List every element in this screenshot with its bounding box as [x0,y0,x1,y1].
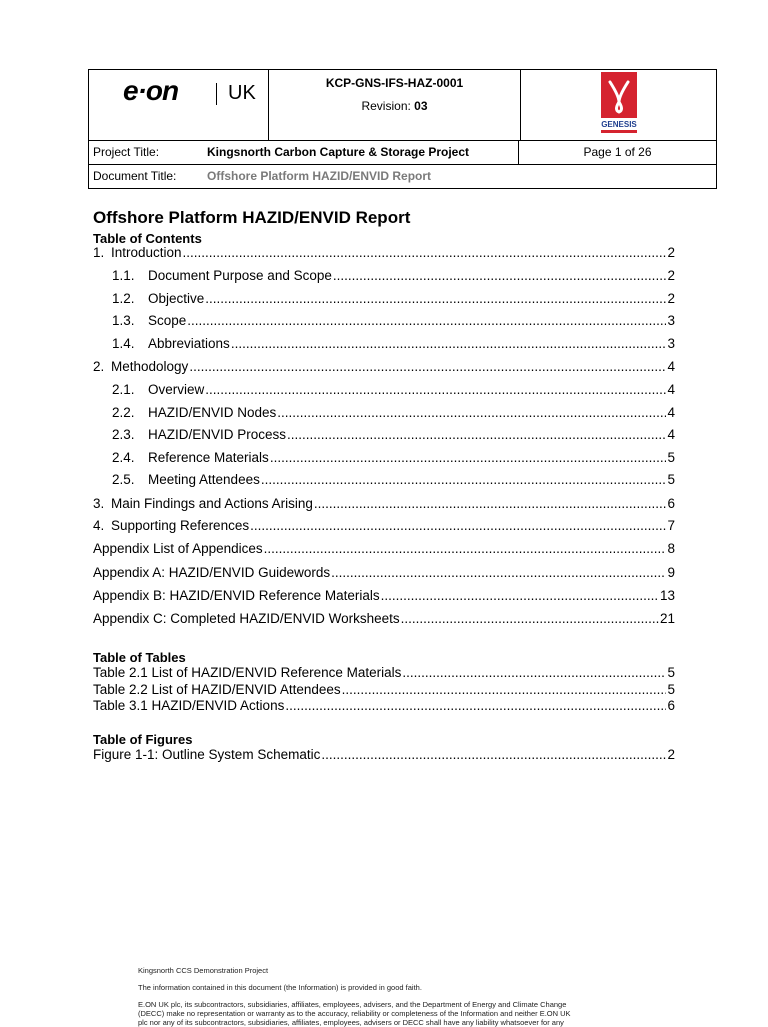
document-title-label: Document Title: [93,169,177,183]
footer-project: Kingsnorth CCS Demonstration Project [138,966,269,975]
toc-entry-title: Appendix C: Completed HAZID/ENVID Worksheets [93,611,400,626]
toc-entry-title: Table 2.2 List of HAZID/ENVID Attendees [93,682,341,697]
document-title-row [89,164,716,188]
toc-leader-dots [314,496,667,511]
toc-entry-title: Reference Materials [148,450,269,465]
toc-leader-dots [333,268,667,283]
toc-entry-page: 4 [667,427,675,442]
toc-entry-number: 2.3. [112,427,135,442]
toc-entry-title: Table 3.1 HAZID/ENVID Actions [93,698,285,713]
genesis-logo-text: GENESIS [601,120,637,129]
toc-heading: Table of Contents [93,231,202,246]
footer-disclaimer-1: The information contained in this document (the Information) is provided in good faith. [138,983,422,992]
toc-entry[interactable] [112,268,675,286]
toc-entry[interactable] [93,541,675,559]
toc-entry-page: 2 [667,268,675,283]
revision-label: Revision: [361,99,415,113]
toc-entry[interactable] [112,291,675,309]
toc-entry-page: 4 [667,382,675,397]
project-value: Kingsnorth Carbon Capture & Storage Project [207,141,519,164]
revision-value: 03 [414,99,428,113]
toc-entry-page: 8 [667,541,675,556]
toc-entry[interactable] [93,698,675,716]
toc-entry[interactable] [93,588,675,606]
toc-entry[interactable] [93,665,675,683]
toc-entry-title: Appendix List of Appendices [93,541,263,556]
logo-divider [216,83,217,105]
toc-entry[interactable] [112,405,675,423]
toc-entry-title: Main Findings and Actions Arising [111,496,313,511]
toc-entry-page: 7 [667,518,675,533]
toc-entry-page: 13 [659,588,675,603]
toc-entry-number: 1.1. [112,268,135,283]
page-title: Offshore Platform HAZID/ENVID Report [93,208,411,227]
toc-entry-page: 3 [667,336,675,351]
toc-entry[interactable] [112,427,675,445]
toc-leader-dots [277,405,666,420]
toc-leader-dots [342,682,667,697]
toc-entry[interactable] [93,518,675,536]
toc-entry-number: 1. [93,245,105,260]
toc-leader-dots [205,382,666,397]
toc-entry-page: 2 [667,291,675,306]
toc-leader-dots [187,313,666,328]
toc-entry-page: 21 [659,611,675,626]
toc-entry-title: HAZID/ENVID Nodes [148,405,277,420]
toc-leader-dots [261,472,667,487]
toc-entry[interactable] [93,496,675,514]
toc-entry[interactable] [93,611,675,629]
toc-entry-page: 6 [667,698,675,713]
toc-entry-title: Objective [148,291,205,306]
toc-entry[interactable] [112,450,675,468]
toc-entry[interactable] [112,336,675,354]
figures-heading: Table of Figures [93,732,193,747]
toc-entry-page: 3 [667,313,675,328]
doc-number-cell [269,70,521,140]
toc-entry-title: Appendix B: HAZID/ENVID Reference Materials [93,588,380,603]
toc-leader-dots [287,427,666,442]
footer-disclaimer-2: E.ON UK plc, its subcontractors, subsidiaries, affiliates, employees, advisers, and the Department of Energy and Climate Change [138,1000,567,1009]
genesis-logo [521,70,716,140]
eon-logo-suffix: UK [228,82,256,104]
toc-entry-number: 1.2. [112,291,135,306]
toc-entry-title: Table 2.1 List of HAZID/ENVID Reference Materials [93,665,402,680]
genesis-logo-icon [599,72,639,134]
toc-entry-page: 4 [667,359,675,374]
toc-entry-title: Overview [148,382,205,397]
page-number: Page 1 of 26 [583,145,652,159]
project-title-row [89,141,716,164]
toc-entry-title: Scope [148,313,187,328]
toc-leader-dots [381,588,659,603]
eon-logo [89,70,269,140]
toc-entry[interactable] [93,747,675,765]
project-label: Project Title: [93,145,160,159]
toc-entry-title: Meeting Attendees [148,472,260,487]
toc-entry-page: 5 [667,472,675,487]
toc-entry-number: 2.4. [112,450,135,465]
toc-entry-page: 5 [667,450,675,465]
toc-leader-dots [321,747,666,762]
toc-entry-title: Introduction [111,245,182,260]
toc-entry-title: Document Purpose and Scope [148,268,332,283]
toc-entry-number: 4. [93,518,105,533]
toc-entry-title: HAZID/ENVID Process [148,427,287,442]
toc-leader-dots [264,541,667,556]
toc-entry-page: 4 [667,405,675,420]
toc-leader-dots [331,565,666,580]
toc-entry-number: 1.4. [112,336,135,351]
toc-entry-page: 5 [667,682,675,697]
toc-entry[interactable] [112,313,675,331]
eon-logo-text: e·on [123,75,179,106]
toc-leader-dots [231,336,667,351]
toc-entry-number: 3. [93,496,105,511]
toc-leader-dots [270,450,667,465]
tables-heading: Table of Tables [93,650,186,665]
toc-leader-dots [205,291,666,306]
toc-entry[interactable] [93,359,675,377]
toc-leader-dots [401,611,659,626]
toc-entry-title: Figure 1-1: Outline System Schematic [93,747,321,762]
toc-leader-dots [189,359,666,374]
toc-entry-page: 2 [667,747,675,762]
toc-entry-number: 2. [93,359,105,374]
document-header [88,69,717,189]
toc-entry-title: Appendix A: HAZID/ENVID Guidewords [93,565,331,580]
toc-entry-number: 2.2. [112,405,135,420]
toc-entry-number: 2.5. [112,472,135,487]
revision [269,99,520,113]
toc-entry-title: Supporting References [111,518,250,533]
toc-leader-dots [250,518,666,533]
toc-entry-page: 6 [667,496,675,511]
toc-entry[interactable] [93,565,675,583]
footer-disclaimer-4: plc nor any of its subcontractors, subsidiaries, affiliates, employees, advisers or DECC shall have any liability whatsoever for any [138,1018,564,1027]
toc-leader-dots [402,665,666,680]
toc-entry[interactable] [112,472,675,490]
toc-entry[interactable] [93,245,675,263]
document-title-value: Offshore Platform HAZID/ENVID Report [207,169,432,183]
toc-leader-dots [183,245,667,260]
toc-entry-title: Methodology [111,359,189,374]
toc-entry-page: 2 [667,245,675,260]
toc-entry-title: Abbreviations [148,336,230,351]
footer-disclaimer-3: (DECC) make no representation or warranty as to the accuracy, reliability or completeness of the Information and neither E.ON UK [138,1009,571,1018]
toc-leader-dots [285,698,666,713]
toc-entry-number: 1.3. [112,313,135,328]
toc-entry-page: 9 [667,565,675,580]
doc-number: KCP-GNS-IFS-HAZ-0001 [325,76,464,90]
toc-entry[interactable] [112,382,675,400]
toc-entry-number: 2.1. [112,382,135,397]
toc-entry-page: 5 [667,665,675,680]
